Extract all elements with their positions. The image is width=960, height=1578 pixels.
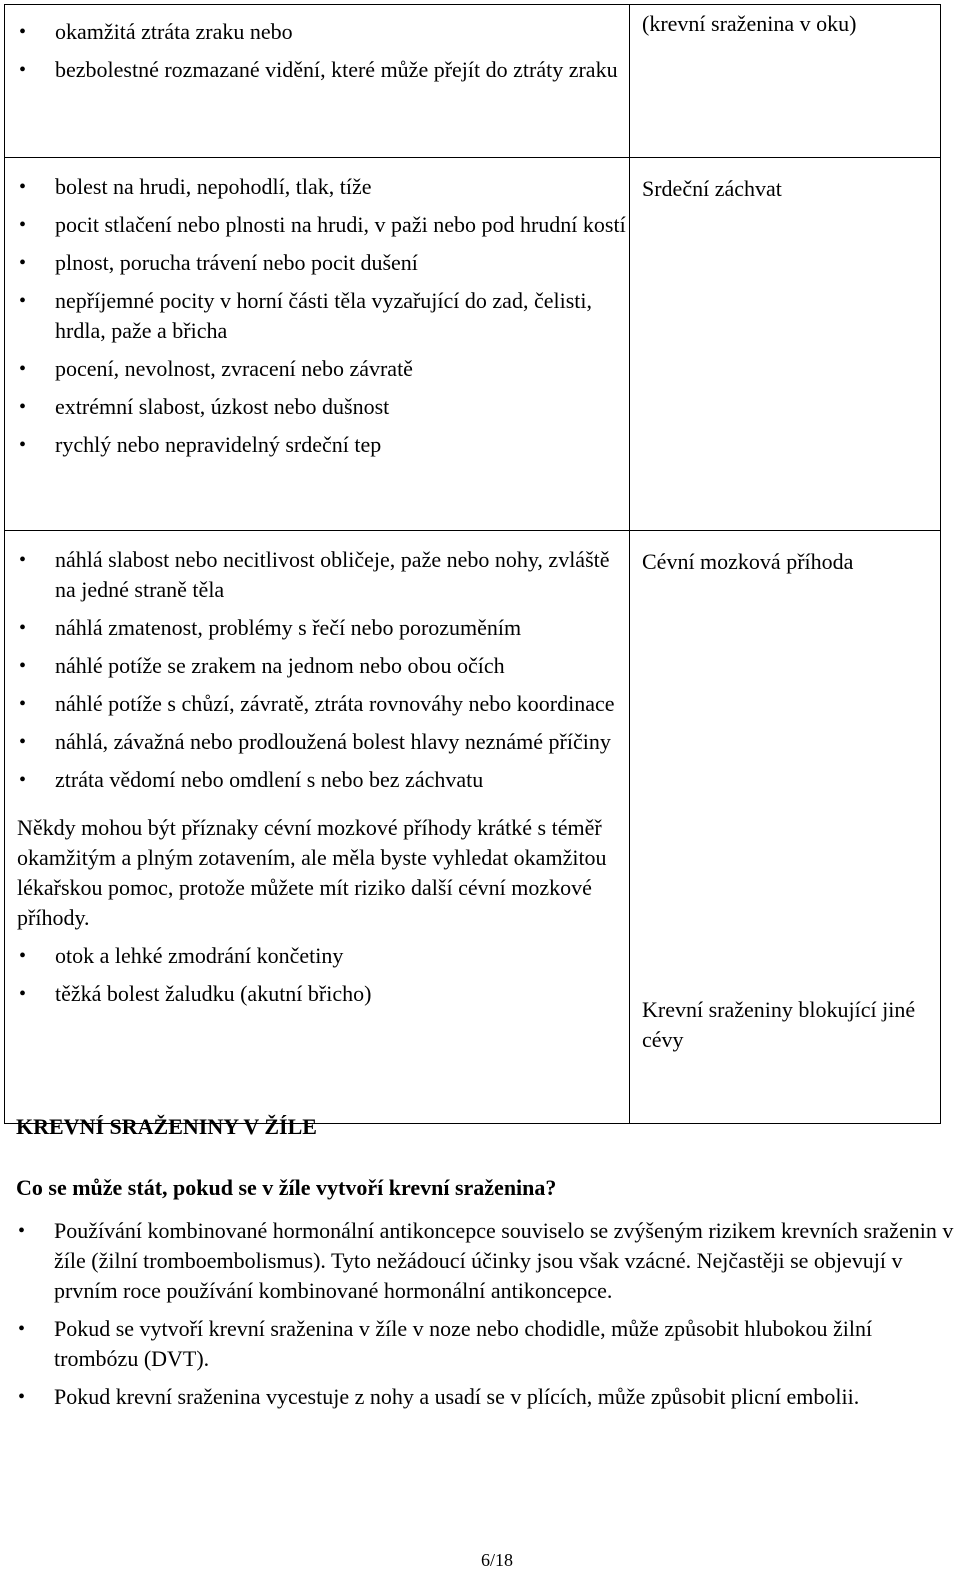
list-item: • těžká bolest žaludku (akutní břicho) [5, 979, 629, 1009]
list-item: • náhlá, závažná nebo prodloužená bolest hlavy neznámé příčiny [5, 727, 629, 757]
list-item: • plnost, porucha trávení nebo pocit dušení [5, 248, 629, 278]
list-item: • pocit stlačení nebo plnosti na hrudi, v paži nebo pod hrudní kostí [5, 210, 629, 240]
list-item: • rychlý nebo nepravidelný srdeční tep [5, 430, 629, 460]
section-heading: KREVNÍ SRAŽENINY V ŽÍLE [16, 1114, 317, 1139]
list-item: • Pokud krevní sraženina vycestuje z nohy a usadí se v plících, může způsobit plicní embolii. [4, 1382, 956, 1412]
condition-label: Srdeční záchvat [642, 176, 782, 201]
symptoms-cell [5, 5, 630, 158]
list-item: • Pokud se vytvoří krevní sraženina v žíle v noze nebo chodidle, může způsobit hlubokou žilní trombózu (DVT). [4, 1314, 956, 1374]
list-item: • bezbolestné rozmazané vidění, které může přejít do ztráty zraku [5, 55, 629, 85]
condition-cell [630, 158, 941, 531]
symptom-list-2 [5, 941, 629, 1009]
condition-cell [630, 531, 941, 1124]
condition-label: (krevní sraženina v oku) [642, 11, 857, 36]
list-item: • pocení, nevolnost, zvracení nebo závratě [5, 354, 629, 384]
table-row [5, 531, 941, 1124]
list-item: • náhlá zmatenost, problémy s řečí nebo porozuměním [5, 613, 629, 643]
list-item: • Používání kombinované hormonální antikoncepce souviselo se zvýšeným rizikem krevních sraženin v žíle (žilní tromboembolismus). Tyto nežádoucí účinky jsou však vzácné. Nejčastěji se objevují v prvním roce používání kombinované hormonální antikoncepce. [4, 1216, 956, 1306]
table-row [5, 5, 941, 158]
list-item: • náhlá slabost nebo necitlivost obličeje, paže nebo nohy, zvláště na jedné straně těla [5, 545, 629, 605]
list-item: • ztráta vědomí nebo omdlení s nebo bez záchvatu [5, 765, 629, 795]
list-item: • náhlé potíže s chůzí, závratě, ztráta rovnováhy nebo koordinace [5, 689, 629, 719]
list-item: • bolest na hrudi, nepohodlí, tlak, tíže [5, 172, 629, 202]
condition-cell [630, 5, 941, 158]
list-item: • extrémní slabost, úzkost nebo dušnost [5, 392, 629, 422]
section-bullet-list [4, 1216, 956, 1420]
condition-label-2: Krevní sraženiny blokující jiné cévy [642, 997, 916, 1052]
section-question: Co se může stát, pokud se v žíle vytvoří krevní sraženina? [16, 1175, 557, 1200]
stroke-note: Někdy mohou být příznaky cévní mozkové příhody krátké s téměř okamžitým a plným zotavením, ale měla byste vyhledat okamžitou lékařskou pomoc, protože můžete mít riziko další cévní mozkové příhody. [17, 815, 607, 930]
symptoms-cell [5, 158, 630, 531]
condition-label: Cévní mozková příhoda [642, 549, 854, 574]
symptom-list [5, 172, 629, 460]
list-item: • okamžitá ztráta zraku nebo [5, 17, 629, 47]
symptoms-table [4, 4, 941, 1124]
list-item: • náhlé potíže se zrakem na jednom nebo obou očích [5, 651, 629, 681]
symptom-list [5, 17, 629, 85]
page-number: 6/18 [481, 1550, 514, 1570]
symptoms-cell [5, 531, 630, 1124]
symptom-list [5, 545, 629, 795]
list-item: • nepříjemné pocity v horní části těla vyzařující do zad, čelisti, hrdla, paže a břicha [5, 286, 629, 346]
list-item: • otok a lehké zmodrání končetiny [5, 941, 629, 971]
table-row [5, 158, 941, 531]
